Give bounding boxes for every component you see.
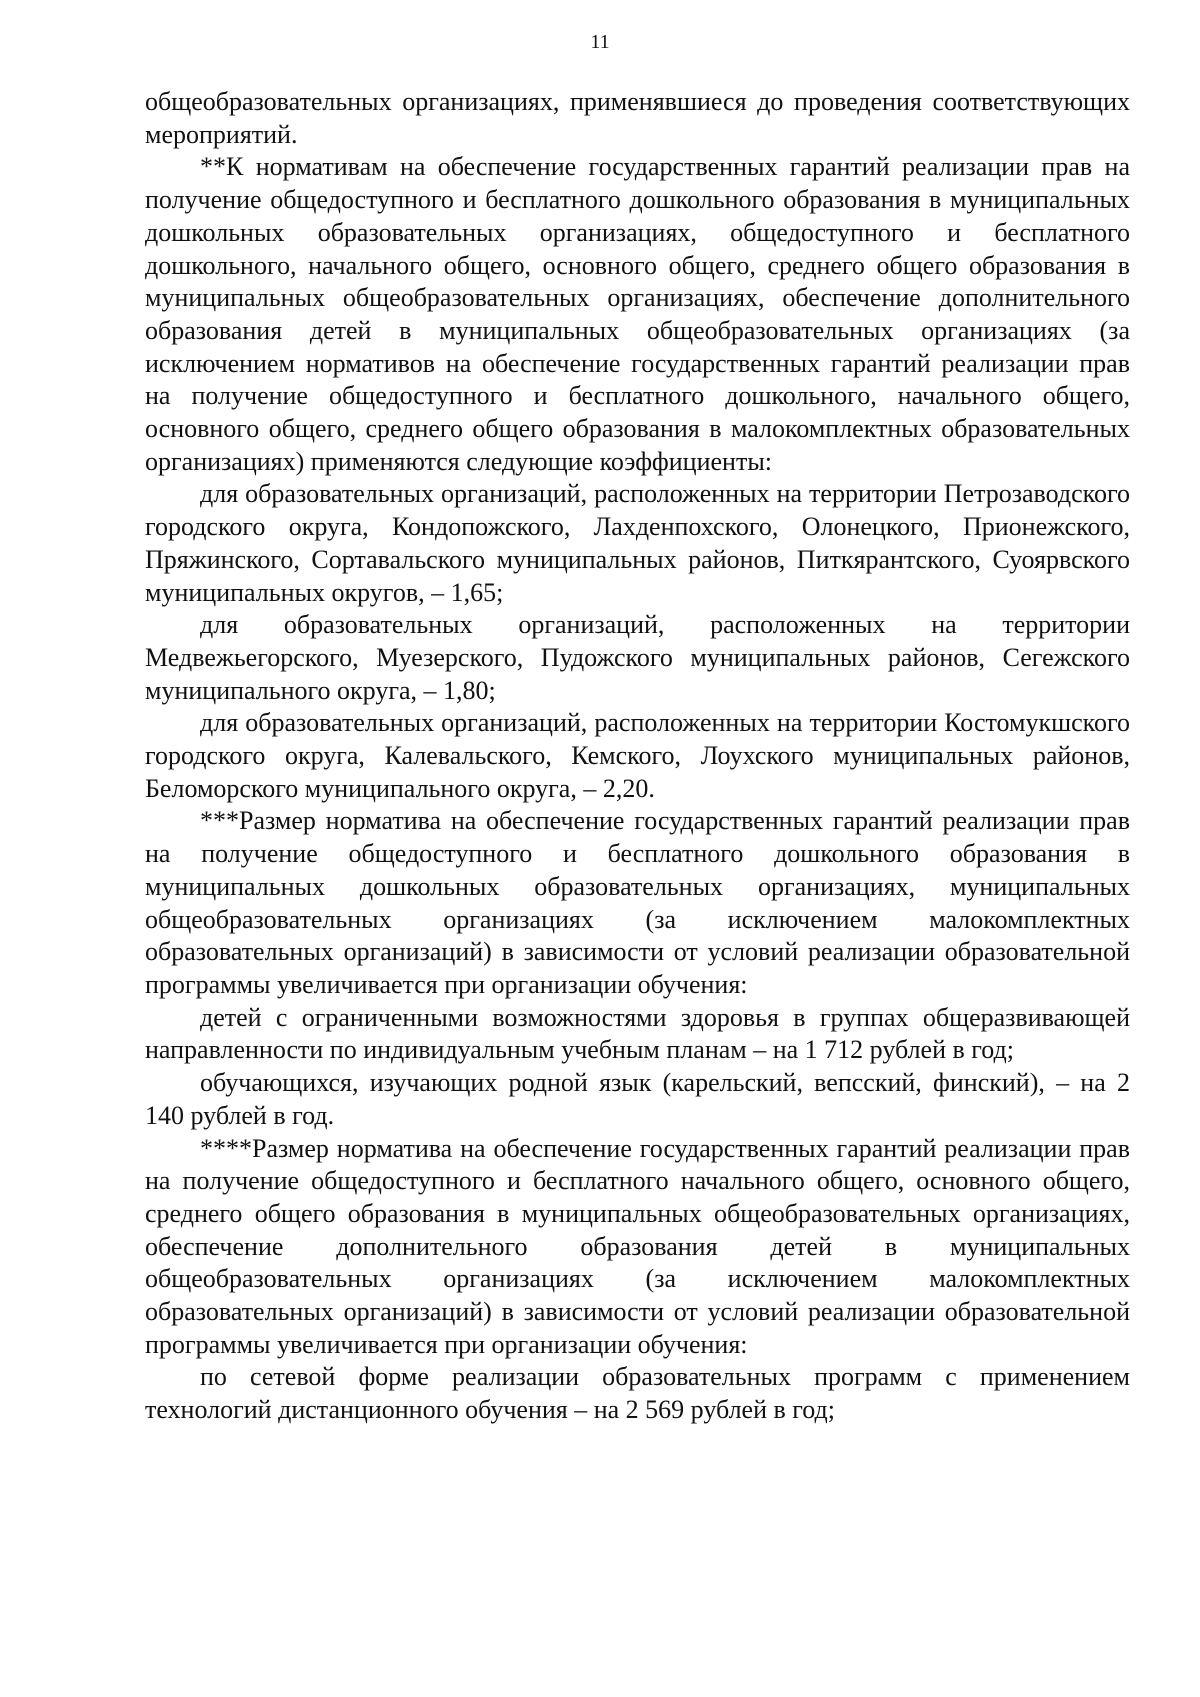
page-number: 11 bbox=[590, 31, 610, 53]
paragraph-coefficient-1-80: для образовательных организаций, расположенных на территории Медвежьегорского, Муезерского, Пудожского муниципальных районов, Сегежского муниципального округа, – 1,80; bbox=[145, 610, 1130, 705]
paragraph-footnote-3: ***Размер норматива на обеспечение государственных гарантий реализации прав на получение общедоступного и бесплатного дошкольного образования в муниципальных дошкольных образовательных организациях, муниципальных общеобразовательных организациях (за исключением малокомплектных образовательных организаций) в зависимости от условий реализации образовательной программы увеличивается при организации обучения: bbox=[145, 806, 1130, 999]
paragraph-footnote-4: ****Размер норматива на обеспечение государственных гарантий реализации прав на получение общедоступного и бесплатного начального общего, основного общего, среднего общего образования в муниципальных общеобразовательных организациях, обеспечение дополнительного образования детей в муниципальных общеобразовательных организациях (за исключением малокомплектных образовательных организаций) в зависимости от условий реализации образовательной программы увеличивается при организации обучения: bbox=[145, 1133, 1130, 1359]
paragraph-native-language: обучающихся, изучающих родной язык (карельский, вепсский, финский), – на 2 140 рублей в год. bbox=[145, 1068, 1130, 1130]
paragraph-footnote-2: **К нормативам на обеспечение государственных гарантий реализации прав на получение общедоступного и бесплатного дошкольного образования в муниципальных дошкольных образовательных организациях, общедоступного и бесплатного дошкольного, начального общего, основного общего, среднего общего образования в муниципальных общеобразовательных организациях, обеспечение дополнительного образования детей в муниципальных общеобразовательных организациях (за исключением нормативов на обеспечение государственных гарантий реализации прав на получение общедоступного и бесплатного дошкольного, начального общего, основного общего, среднего общего образования в малокомплектных образовательных организациях) применяются следующие коэффициенты: bbox=[145, 152, 1130, 476]
paragraph-coefficient-2-20: для образовательных организаций, расположенных на территории Костомукшского городского округа, Калевальского, Кемского, Лоухского муниципальных районов, Беломорского муниципального округа, – 2,20. bbox=[145, 708, 1130, 803]
paragraph-disabled-children: детей с ограниченными возможностями здоровья в группах общеразвивающей направленности по индивидуальным учебным планам – на 1 712 рублей в год; bbox=[145, 1002, 1130, 1065]
paragraph-continuation: общеобразовательных организациях, применявшиеся до проведения соответствующих мероприятий. bbox=[145, 87, 1130, 149]
paragraph-network-form: по сетевой форме реализации образовательных программ с применением технологий дистанционного обучения – на 2 569 рублей в год; bbox=[145, 1362, 1130, 1425]
document-body bbox=[145, 86, 1130, 1427]
paragraph-coefficient-1-65: для образовательных организаций, расположенных на территории Петрозаводского городского округа, Кондопожского, Лахденпохского, Олонецкого, Прионежского, Пряжинского, Сортавальского муниципальных районов, Питкярантского, Суоярвского муниципальных округов, – 1,65; bbox=[145, 479, 1130, 607]
